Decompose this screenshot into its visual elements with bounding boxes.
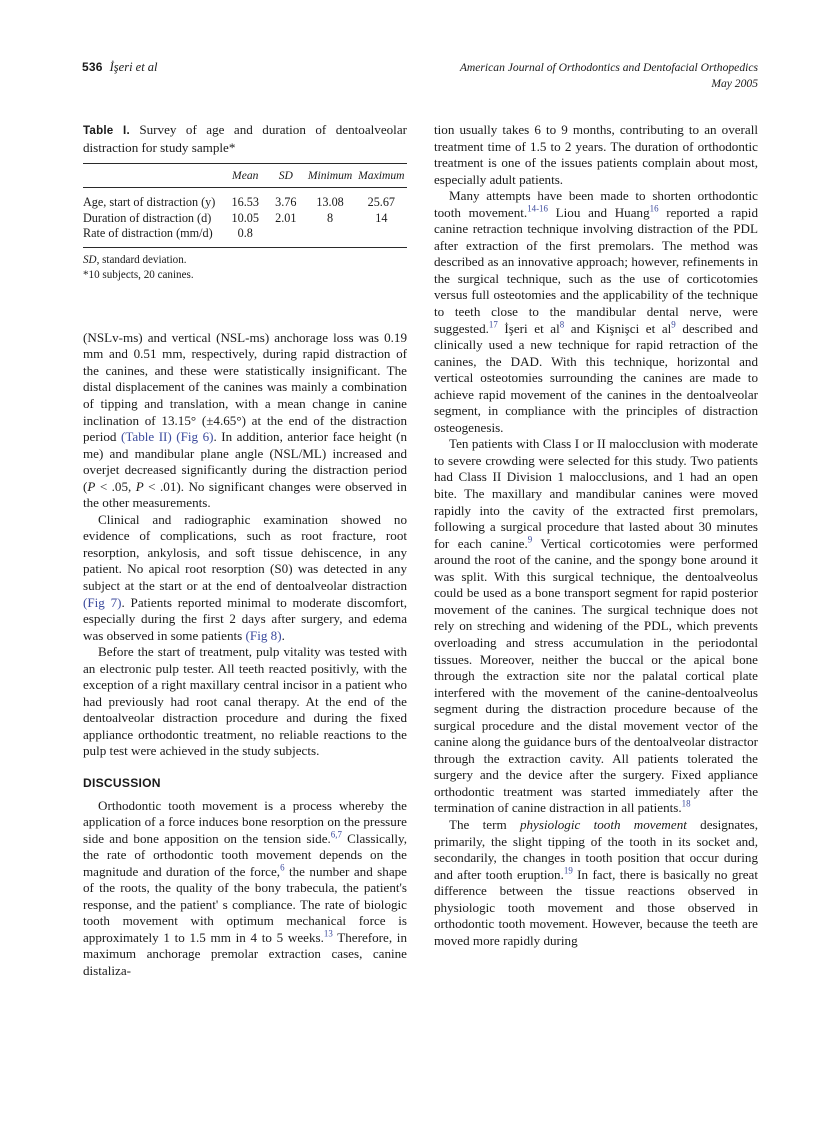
paragraph-pulp-vitality: Before the start of treatment, pulp vitality was tested with an electronic pulp tester. All teeth reacted positivly, with the exception of a right maxillary central incisor in a patient who had previously had root canal therapy. At the end of the dentoalveolar distraction procedure and during the fixed appliance orthodontic treatment, no reliable reactions to the pulp test were achieved in the study subjects. [83,644,407,759]
stat-symbol-p: P [135,478,144,494]
link-fig-6[interactable]: (Fig 6) [176,429,214,445]
paragraph-shortening-attempts [434,188,758,436]
table-body-gap [83,282,407,330]
paragraph-clinical-examination [83,512,407,644]
table-notes [83,253,407,281]
right-column [434,122,758,949]
stat-symbol-p: P [87,478,96,494]
table-i [83,163,407,248]
table-cell-label: Rate of distraction (mm/d) [83,226,223,248]
text-run: < .05, [95,478,136,494]
link-table-ii[interactable]: (Table II) [120,429,172,445]
citation-ref-9b[interactable]: 9 [527,534,533,545]
table-col-header-maximum: Maximum [356,164,407,188]
table-cell-sd: 2.01 [275,210,297,225]
table-col-header-mean: Mean [223,164,267,188]
journal-title: American Journal of Orthodontics and Dentofacial Orthopedics [459,61,758,74]
paragraph-treatment-time: tion usually takes 6 to 9 months, contributing to an overall treatment time of 1.5 to 2 years. The duration of orthodontic treatment is one of the issues patients complain about most, especially adult patients. [434,122,758,187]
abbrev-term: SD [83,254,97,267]
table-col-header-minimum: Minimum [304,164,355,188]
paragraph-physiologic-tooth-movement [434,817,758,949]
table-cell-label: Age, start of distraction (y) [83,195,216,210]
left-column [83,122,407,980]
table-cell-mean: 0.8 [223,226,267,248]
table-header-row [83,164,407,188]
text-run: Many attempts have been made to shorten orthodontic tooth movement. [434,188,758,220]
table-cell-minimum [304,226,355,248]
table-cell-minimum: 8 [326,210,334,225]
text-run: . In addition, anterior face height (n me) and mandibular plane angle (NSL/ML) increased and overjet decreased significantly during the distraction period ( [83,429,407,494]
table-label: Table I. [83,124,130,137]
text-run: Vertical corticotomies were performed around the root of the canine, and the spongy bone around it was split. With this surgical technique, the dentoalveolus could be used as a bone transport segment for rapid posterior movement of the canines. The surgical technique does not rely on streching and widening of the PDL, which prevents overloading and stress accumulation in the periodontal tissues. Moreover, neither the buccal or the apical bone through the extraction site nor the palatal cortical plate interfered with the movement of the canine-dentoalveolus segment during the distraction procedure because of the surgical procedure and the distal movement vector of the canine along the guidance burs of the dentoalveolar distractor through the extraction cavity. All patients tolerated the surgery and the device after the surgery. Fixed appliance orthodontic treatment was started immediately after the termination of canine distraction in all patients. [434,535,758,816]
citation-ref-6-7[interactable]: 6,7 [330,829,342,840]
text-run: Therefore, in maximum anchorage premolar extraction cases, canine distaliza- [83,929,407,978]
table-cell-maximum [356,226,407,248]
text-run: In fact, there is basically no great difference between the tissue reactions observed in physiologic tooth movement and those observed in orthodontic tooth movement. However, because the teeth are moved more rapidly during [434,866,758,948]
table-cell-sd: 3.76 [275,195,297,210]
text-run: The term [449,816,520,832]
link-fig-7[interactable]: (Fig 7) [83,594,122,610]
text-run: the number and shape of the roots, the quality of the bony trabecula, the patient's response, and the patient' s compliance. The rate of biologic tooth movement with optimum mechanical force is approximately 1 to 1.5 mm in 4 to 5 weeks. [83,863,407,945]
citation-ref-16[interactable]: 16 [649,203,659,214]
running-head [82,60,758,93]
table-footnote: *10 subjects, 20 canines. [83,268,194,281]
table-row [83,188,407,211]
table-cell-maximum: 14 [375,210,388,225]
table-cell-mean: 10.05 [231,210,259,225]
text-run: (NSLv-ms) and vertical (NSL-ms) anchorage loss was 0.19 mm and 0.51 mm, respectively, during rapid distraction of the canines, and these were statistically insignificant. The distal displacement of the canines was mainly a combination of tipping and translation, with a mean change in canine inclination of 13.15° (±4.65°) at the end of the distraction period [83,329,407,445]
citation-ref-8[interactable]: 8 [559,319,565,330]
text-run: Liou and Huang [547,204,650,220]
table-col-header-sd: SD [267,164,304,188]
text-run: İşeri et al [497,320,560,336]
issue-date: May 2005 [711,77,758,91]
citation-ref-6[interactable]: 6 [280,862,285,873]
citation-ref-9[interactable]: 9 [671,319,676,330]
link-fig-8[interactable]: (Fig 8) [245,627,282,643]
table-col-header-blank [83,164,223,188]
running-head-right [460,60,758,93]
table-cell-minimum: 13.08 [316,195,344,210]
paragraph-patient-sample [434,436,758,817]
citation-ref-13[interactable]: 13 [323,928,333,939]
text-run: and Kişnişci et al [564,320,672,336]
citation-ref-19[interactable]: 19 [563,865,573,876]
table-abbreviation-note [83,253,407,267]
text-run: designates, primarily, the slight tipping of the tooth in its socket and, secondarily, the changes in tooth position that occur during and after tooth eruption. [434,816,758,882]
page-folio: 536 [82,60,103,74]
text-run: Clinical and radiographic examination showed no evidence of complications, such as root fracture, root resorption, ankylosis, and soft tissue dehiscence, in any patient. No apical root resorption (S0) was detected in any subject at the start or at the end of dentoalveolar distraction [83,511,407,594]
running-head-authors: İşeri et al [109,60,158,74]
table-row [83,226,407,248]
table-i-block [83,122,407,282]
text-run: . Patients reported minimal to moderate discomfort, especially during the first 2 days after surgery, and edema was observed in some patients [83,594,407,643]
text-run: < .01). No significant changes were observed in the other measurements. [83,478,407,511]
table-row [83,211,407,226]
table-cell-label: Duration of distraction (d) [83,210,212,225]
abbrev-definition: , standard deviation. [96,254,187,267]
citation-ref-17[interactable]: 17 [488,319,498,330]
term-physiologic-tooth-movement: physiologic tooth movement [519,816,687,832]
text-run: Orthodontic tooth movement is a process whereby the application of a force induces bone resorption on the pressure side and bone apposition on the tension side. [83,797,407,846]
text-run: . [281,627,285,643]
paragraph-anchorage-loss [83,330,407,512]
table-caption-text: Survey of age and duration of dentoalveolar distraction for study sample* [83,122,407,155]
text-run: Classically, the rate of orthodontic tooth movement depends on the magnitude and duration of the force, [83,830,407,879]
table-caption [83,122,407,156]
table-cell-maximum: 25.67 [367,195,396,210]
text-run: reported a rapid canine retraction technique involving distraction of the PDL after extraction of the first premolars. The method was described as an innovative approach; however, refinements in the surgical technique, such as the use of corticotomies versus full osteotomies and the applicability of the technique to teeth close to the mandibular dental nerve, were suggested. [434,204,758,336]
table-cell-mean: 16.53 [231,195,259,210]
heading-discussion: DISCUSSION [83,776,161,791]
citation-ref-14-16[interactable]: 14-16 [527,203,548,214]
table-cell-sd [267,226,304,248]
text-run: Ten patients with Class I or II malocclusion with moderate to severe crowding were selected for this study. Two patients had Class II Division 1 malocclusions, and 1 had an open bite. The maxillary and mandibular canines were moved rapidly into the cavity of the extracted first premolars, following a surgical procedure that lasted about 30 minutes for each canine. [434,436,758,551]
citation-ref-18[interactable]: 18 [681,799,691,810]
paragraph-discussion-opening [83,798,407,980]
running-head-left [82,60,158,76]
text-run: described and clinically used a new technique for rapid retraction of the canines, the DAD. With this technique, horizontal and vertical osteotomies surrounding the canines are made to achieve rapid movement of the canines in the dentoalveolar segment, in compliance with the principles of distraction osteogenesis. [434,320,758,435]
